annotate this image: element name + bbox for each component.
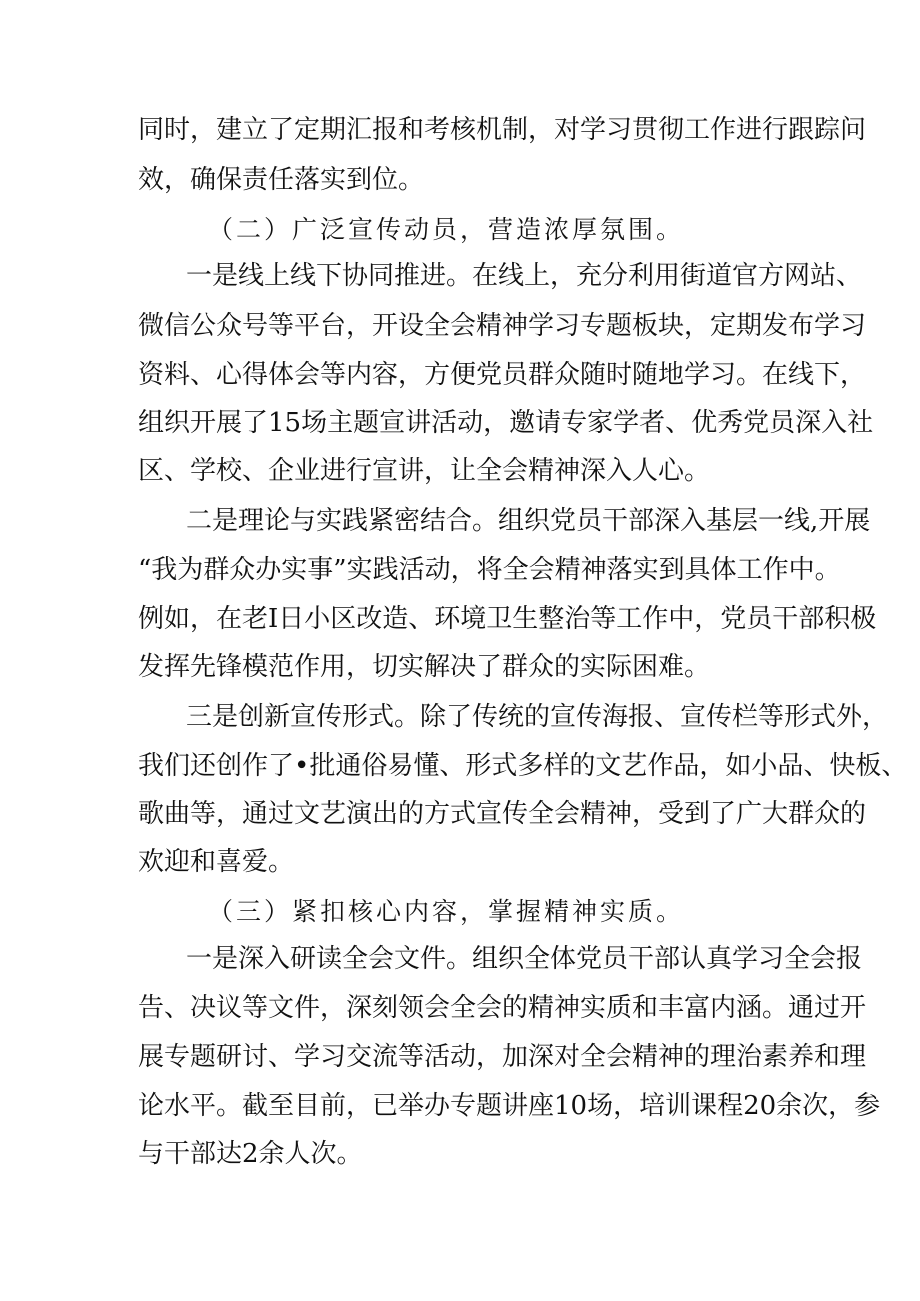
text-line-13: 三是创新宣传形式。除了传统的宣传海报、宣传栏等形式外， [186, 702, 889, 732]
text-line-6: 资料、心得体会等内容，方便党员群众随时随地学习。在线下， [138, 360, 867, 390]
section-heading-2: （二）广泛宣传动员，营造浓厚氛围。 [208, 215, 685, 244]
text-line-14: 我们还创作了•批通俗易懂、形式多样的文艺作品，如小品、快板、 [138, 751, 908, 781]
text-line-8: 区、学校、企业进行宣讲，让全会精神深入人心。 [138, 456, 711, 486]
text-line-12: 发挥先锋模范作用，切实解决了群众的实际困难。 [138, 652, 711, 682]
text-line-20: 展专题研讨、学习交流等活动，加深对全会精神的理治素养和理 [138, 1042, 867, 1072]
text-line-18: 一是深入研读全会文件。组织全体党员干部认真学习全会报 [186, 944, 863, 974]
section-heading-3: （三）紧扣核心内容，掌握精神实质。 [208, 897, 685, 926]
text-line-5: 微信公众号等平台，开设全会精神学习专题板块，定期发布学习 [138, 311, 867, 341]
text-line-1: 同时，建立了定期汇报和考核机制，对学习贯彻工作进行跟踪问 [138, 115, 867, 145]
text-line-4: 一是线上线下协同推进。在线上，充分利用街道官方网站、 [186, 261, 863, 291]
text-line-16: 欢迎和喜爱。 [138, 847, 295, 877]
text-line-10: “我为群众办实事”实践活动，将全会精神落实到具体工作中。 [138, 555, 841, 585]
text-line-21: 论水平。截至目前，已举办专题讲座10场，培训课程20余次，参 [138, 1091, 881, 1121]
text-line-7: 组织开展了15场主题宣讲活动，邀请专家学者、优秀党员深入社 [138, 408, 874, 438]
text-line-22: 与干部达2余人次。 [138, 1139, 363, 1169]
text-line-2: 效，确保责任落实到位。 [138, 165, 425, 195]
text-line-19: 告、决议等文件，深刻领会全会的精神实质和丰富内涵。通过开 [138, 993, 867, 1023]
text-line-11: 例如，在老I日小区改造、环境卫生整治等工作中，党员干部积极 [138, 604, 877, 634]
text-line-15: 歌曲等，通过文艺演出的方式宣传全会精神，受到了广大群众的 [138, 799, 867, 829]
text-line-9: 二是理论与实践紧密结合。组织党员干部深入基层一线,开展 [186, 506, 871, 536]
